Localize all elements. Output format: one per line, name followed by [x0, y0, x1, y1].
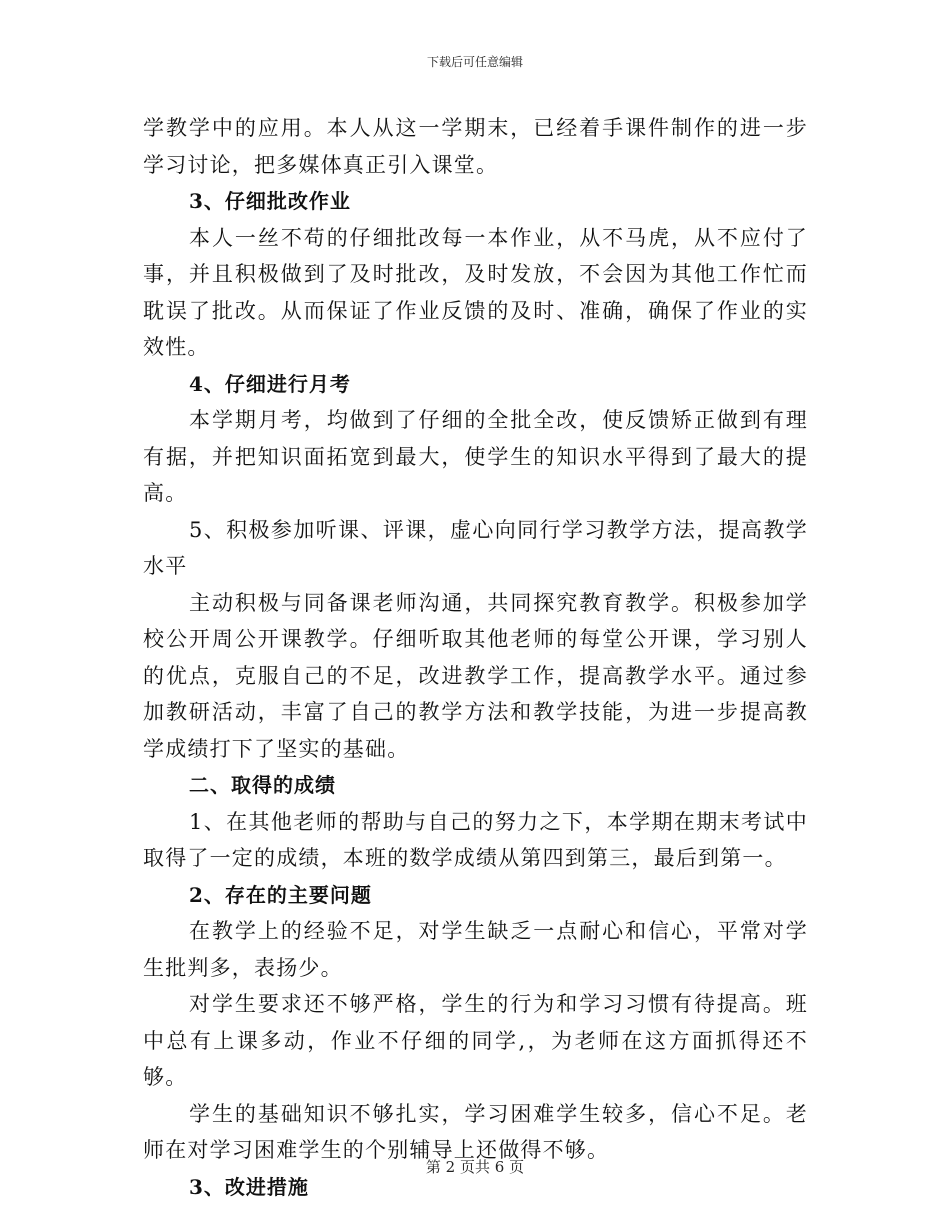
document-body [143, 110, 808, 1205]
section-heading: 二、取得的成绩 [189, 773, 336, 797]
section-heading: 4、仔细进行月考 [189, 371, 351, 396]
paragraph: 学生的基础知识不够扎实，学习困难学生较多，信心不足。老师在对学习困难学生的个别辅导上还做得不够。 [143, 1101, 808, 1162]
paragraph: 在教学上的经验不足，对学生缺乏一点耐心和信心，平常对学生批判多，表扬少。 [143, 919, 808, 980]
section-heading: 2、存在的主要问题 [189, 882, 372, 907]
paragraph: 本学期月考，均做到了仔细的全批全改，使反馈矫正做到有理有据，并把知识面拓宽到最大，使学生的知识水平得到了最大的提高。 [143, 408, 808, 505]
paragraph: 主动积极与同备课老师沟通，共同探究教育教学。积极参加学校公开周公开课教学。仔细听取其他老师的每堂公开课，学习别人的优点，克服自己的不足，改进教学工作，提高教学水平。通过参加教研活动，丰富了自己的教学方法和教学技能，为进一步提高教学成绩打下了坚实的基础。 [143, 590, 808, 761]
paragraph: 对学生要求还不够严格，学生的行为和学习习惯有待提高。班中总有上课多动，作业不仔细的同学,，为老师在这方面抓得还不够。 [143, 992, 808, 1089]
page-header: 下载后可任意编辑 [426, 55, 523, 69]
section-heading: 3、仔细批改作业 [189, 189, 351, 213]
paragraph: 5、积极参加听课、评课，虚心向同行学习教学方法，提高教学水平 [143, 517, 808, 578]
paragraph: 本人一丝不苟的仔细批改每一本作业，从不马虎，从不应付了事，并且积极做到了及时批改，及时发放，不会因为其他工作忙而耽误了批改。从而保证了作业反馈的及时、准确，确保了作业的实效性。 [143, 225, 808, 359]
paragraph: 学教学中的应用。本人从这一学期末，已经着手课件制作的进一步学习讨论，把多媒体真正引入课堂。 [143, 116, 808, 177]
paragraph: 1、在其他老师的帮助与自己的努力之下，本学期在期末考试中取得了一定的成绩，本班的数学成绩从第四到第三，最后到第一。 [143, 809, 808, 870]
section-heading: 3、改进措施 [189, 1174, 309, 1199]
page-footer: 第 2 页共 6 页 [425, 1158, 525, 1176]
